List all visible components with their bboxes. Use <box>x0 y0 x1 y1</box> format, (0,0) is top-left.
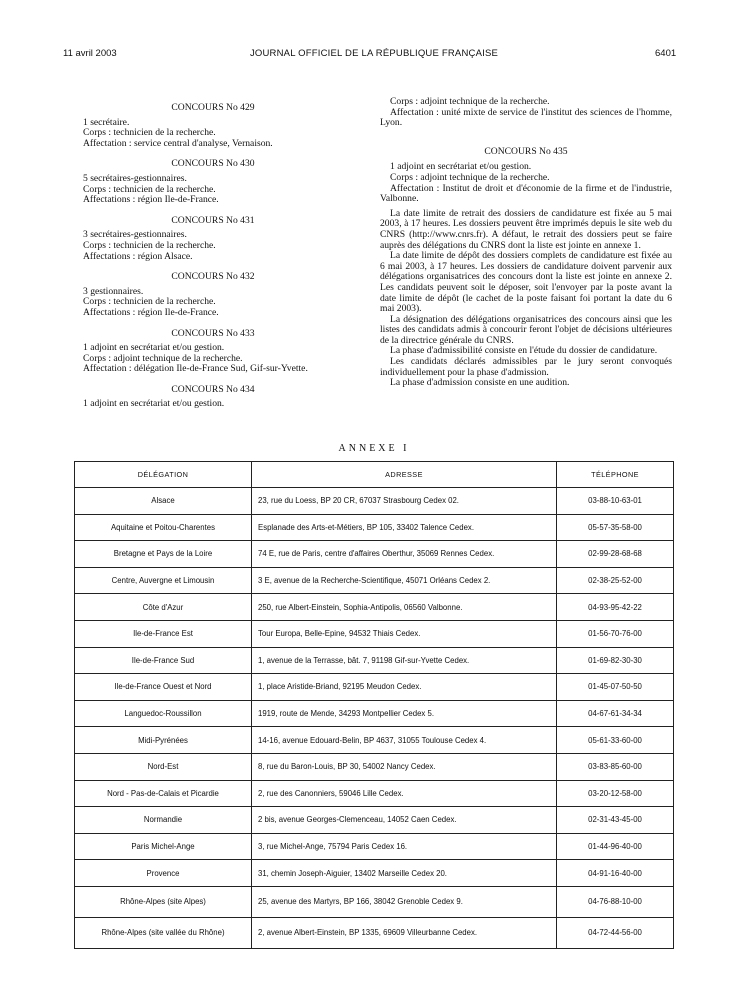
telephone-cell: 01-45-07-50-50 <box>557 674 674 701</box>
concours-title: CONCOURS No 433 <box>171 327 255 339</box>
concours-title: CONCOURS No 430 <box>171 158 255 170</box>
telephone-cell: 01-69-82-30-30 <box>557 647 674 674</box>
concours-line: Corps : adjoint technique de la recherche. <box>83 352 243 364</box>
adresse-cell: 74 E, rue de Paris, centre d'affaires Oberthur, 35069 Rennes Cedex. <box>252 541 557 568</box>
adresse-cell: 23, rue du Loess, BP 20 CR, 67037 Strasbourg Cedex 02. <box>252 488 557 515</box>
concours-line: Corps : adjoint technique de la recherche. <box>390 171 550 183</box>
annexe-title: ANNEXE I <box>338 443 410 454</box>
telephone-cell: 03-20-12-58-00 <box>557 780 674 807</box>
right-top-line: Affectation : unité mixte de service de l'institut des sciences de l'homme, Lyon. <box>380 106 672 129</box>
telephone-cell: 05-57-35-58-00 <box>557 514 674 541</box>
table-row <box>75 674 674 701</box>
table-row <box>75 647 674 674</box>
telephone-cell: 02-99-28-68-68 <box>557 541 674 568</box>
telephone-cell: 01-56-70-76-00 <box>557 620 674 647</box>
header-telephone: TÉLÉPHONE <box>557 462 674 488</box>
adresse-cell: Tour Europa, Belle-Epine, 94532 Thiais Cedex. <box>252 620 557 647</box>
adresse-cell: 2, rue des Canonniers, 59046 Lille Cedex. <box>252 780 557 807</box>
delegation-cell: Ile-de-France Est <box>75 620 252 647</box>
concours-line: Affectations : région Ile-de-France. <box>83 306 219 318</box>
concours-title: CONCOURS No 432 <box>171 271 255 283</box>
delegation-cell: Normandie <box>75 807 252 834</box>
left-column <box>83 103 343 410</box>
table-row <box>75 886 674 917</box>
delegation-cell: Alsace <box>75 488 252 515</box>
table-row <box>75 514 674 541</box>
concours-line: Corps : technicien de la recherche. <box>83 239 216 251</box>
concours-line: Corps : technicien de la recherche. <box>83 183 216 195</box>
telephone-cell: 04-72-44-56-00 <box>557 917 674 948</box>
table-row <box>75 541 674 568</box>
delegation-cell: Provence <box>75 860 252 887</box>
telephone-cell: 04-91-16-40-00 <box>557 860 674 887</box>
table-header-row <box>75 462 674 488</box>
adresse-cell: 250, rue Albert-Einstein, Sophia-Antipolis, 06560 Valbonne. <box>252 594 557 621</box>
concours-line: 3 secrétaires-gestionnaires. <box>83 229 187 241</box>
delegation-cell: Midi-Pyrénées <box>75 727 252 754</box>
concours-line: 1 adjoint en secrétariat et/ou gestion. <box>390 161 532 173</box>
table-row <box>75 860 674 887</box>
concours-line: 1 adjoint en secrétariat et/ou gestion. <box>83 342 225 354</box>
delegation-cell: Rhône-Alpes (site Alpes) <box>75 886 252 917</box>
table-row <box>75 567 674 594</box>
delegation-cell: Ile-de-France Sud <box>75 647 252 674</box>
adresse-cell: 1, place Aristide-Briand, 92195 Meudon Cedex. <box>252 674 557 701</box>
concours-line: 1 secrétaire. <box>83 116 130 128</box>
concours-line: Affectations : région Alsace. <box>83 250 193 262</box>
table-row <box>75 833 674 860</box>
concours-title: CONCOURS No 431 <box>171 214 255 226</box>
table-row <box>75 753 674 780</box>
telephone-cell: 05-61-33-60-00 <box>557 727 674 754</box>
procedure-paragraphs <box>380 209 672 389</box>
right-top-line: Corps : adjoint technique de la recherche. <box>390 96 550 107</box>
adresse-cell: 2, avenue Albert-Einstein, BP 1335, 69609 Villeurbanne Cedex. <box>252 917 557 948</box>
table-row <box>75 620 674 647</box>
table-row <box>75 488 674 515</box>
paragraph: La date limite de dépôt des dossiers complets de candidature est fixée au 6 mai 2003, à 17 heures. Les dossiers de candidature doivent parvenir aux délégations organisatrices des concours dont la liste est jointe en annexe 2. Les candidats peuvent soit le déposer, soit l'envoyer par la poste avant la date limite de dépôt (le cachet de la poste faisant foi portant la date du 6 mai 2003). <box>380 250 672 315</box>
concours-line: 5 secrétaires-gestionnaires. <box>83 172 187 184</box>
adresse-cell: 1, avenue de la Terrasse, bât. 7, 91198 Gif-sur-Yvette Cedex. <box>252 647 557 674</box>
delegation-cell: Côte d'Azur <box>75 594 252 621</box>
journal-title: JOURNAL OFFICIEL DE LA RÉPUBLIQUE FRANÇAISE <box>249 48 499 59</box>
concours-title: CONCOURS No 434 <box>171 383 255 395</box>
telephone-cell: 04-67-61-34-34 <box>557 700 674 727</box>
delegation-cell: Paris Michel-Ange <box>75 833 252 860</box>
concours-line: 1 adjoint en secrétariat et/ou gestion. <box>83 398 225 410</box>
telephone-cell: 02-38-25-52-00 <box>557 567 674 594</box>
paragraph: Les candidats déclarés admissibles par le jury seront convoqués individuellement pour la phase d'admission. <box>380 356 672 378</box>
concours-title: CONCOURS No 435 <box>484 145 568 157</box>
adresse-cell: 1919, route de Mende, 34293 Montpellier Cedex 5. <box>252 700 557 727</box>
delegations-table <box>74 461 674 949</box>
delegation-cell: Languedoc-Roussillon <box>75 700 252 727</box>
adresse-cell: 8, rue du Baron-Louis, BP 30, 54002 Nancy Cedex. <box>252 753 557 780</box>
table-row <box>75 700 674 727</box>
delegation-cell: Ile-de-France Ouest et Nord <box>75 674 252 701</box>
header-date: 11 avril 2003 <box>63 48 117 59</box>
table-row <box>75 917 674 948</box>
right-column <box>380 97 672 389</box>
telephone-cell: 03-83-85-60-00 <box>557 753 674 780</box>
telephone-cell: 04-93-95-42-22 <box>557 594 674 621</box>
concours-line: Corps : technicien de la recherche. <box>83 296 216 308</box>
concours-line: Affectation : délégation Ile-de-France Sud, Gif-sur-Yvette. <box>83 363 308 375</box>
concours-line: Affectation : service central d'analyse, Vernaison. <box>83 137 273 149</box>
concours-line: Corps : technicien de la recherche. <box>83 127 216 139</box>
adresse-cell: 31, chemin Joseph-Aiguier, 13402 Marseille Cedex 20. <box>252 860 557 887</box>
delegation-cell: Nord - Pas-de-Calais et Picardie <box>75 780 252 807</box>
adresse-cell: 2 bis, avenue Georges-Clemenceau, 14052 Caen Cedex. <box>252 807 557 834</box>
adresse-cell: 3, rue Michel-Ange, 75794 Paris Cedex 16. <box>252 833 557 860</box>
delegation-cell: Centre, Auvergne et Limousin <box>75 567 252 594</box>
concours-line: Affectation : Institut de droit et d'économie de la firme et de l'industrie, Valbonne. <box>380 182 672 205</box>
telephone-cell: 02-31-43-45-00 <box>557 807 674 834</box>
adresse-cell: 14-16, avenue Edouard-Belin, BP 4637, 31055 Toulouse Cedex 4. <box>252 727 557 754</box>
paragraph: La désignation des délégations organisatrices des concours ainsi que les listes des candidats admis à concourir feront l'objet de décisions ultérieures de la directrice générale du CNRS. <box>380 313 672 346</box>
adresse-cell: 25, avenue des Martyrs, BP 166, 38042 Grenoble Cedex 9. <box>252 886 557 917</box>
page-number: 6401 <box>655 48 677 59</box>
telephone-cell: 03-88-10-63-01 <box>557 488 674 515</box>
table-row <box>75 780 674 807</box>
telephone-cell: 04-76-88-10-00 <box>557 886 674 917</box>
table-row <box>75 594 674 621</box>
paragraph: La date limite de retrait des dossiers de candidature est fixée au 5 mai 2003, à 17 heures. Les dossiers peuvent être imprimés depuis le site web du CNRS (http://www.cnrs.fr). A défaut, le retrait des dossiers peut se faire auprès des délégations du CNRS dont la liste est jointe en annexe 1. <box>380 207 672 251</box>
concours-title: CONCOURS No 429 <box>171 102 255 113</box>
table-row <box>75 807 674 834</box>
delegation-cell: Aquitaine et Poitou-Charentes <box>75 514 252 541</box>
adresse-cell: Esplanade des Arts-et-Métiers, BP 105, 33402 Talence Cedex. <box>252 514 557 541</box>
paragraph: La phase d'admission consiste en une audition. <box>390 377 570 389</box>
adresse-cell: 3 E, avenue de la Recherche-Scientifique, 45071 Orléans Cedex 2. <box>252 567 557 594</box>
telephone-cell: 01-44-96-40-00 <box>557 833 674 860</box>
header-delegation: DÉLÉGATION <box>75 462 252 488</box>
delegation-cell: Bretagne et Pays de la Loire <box>75 541 252 568</box>
concours-line: Affectations : région Ile-de-France. <box>83 194 219 206</box>
paragraph: La phase d'admissibilité consiste en l'étude du dossier de candidature. <box>390 345 658 357</box>
concours-line: 3 gestionnaires. <box>83 285 144 297</box>
header-adresse: ADRESSE <box>252 462 557 488</box>
delegation-cell: Nord-Est <box>75 753 252 780</box>
table-row <box>75 727 674 754</box>
delegation-cell: Rhône-Alpes (site vallée du Rhône) <box>75 917 252 948</box>
